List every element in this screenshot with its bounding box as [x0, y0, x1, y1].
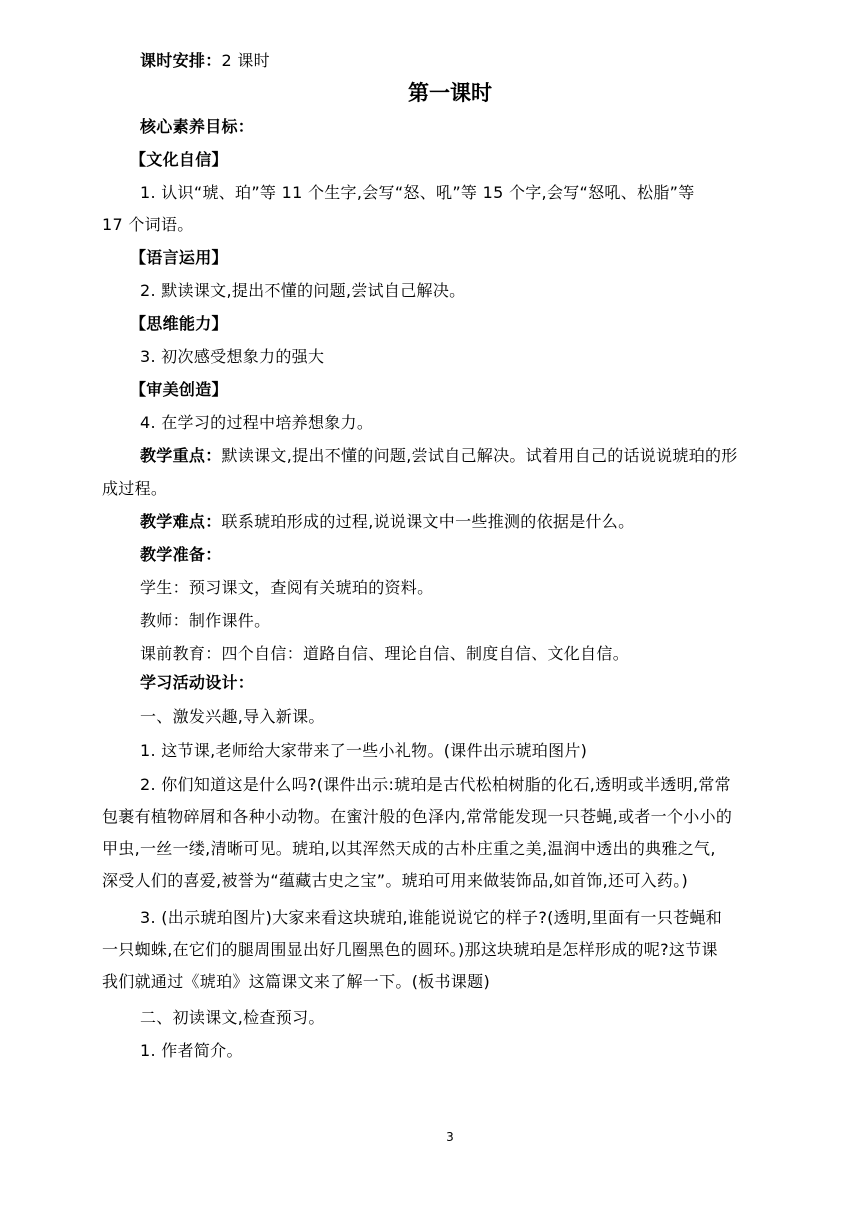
section1-p3-line: 我们就通过《琥珀》这篇课文来了解一下。(板书课题): [102, 972, 490, 991]
language-line-1: 2. 默读课文,提出不懂的问题,尝试自己解决。: [140, 281, 466, 300]
culture-line-1: 1. 认识“琥、珀”等 11 个生字,会写“怒、吼”等 15 个字,会写“怒吼、松脂”等: [140, 183, 695, 202]
thinking-line-1: 3. 初次感受想象力的强大: [140, 347, 325, 366]
difficulty-line: [140, 511, 634, 533]
preparation-student: 学生：预习课文，查阅有关琥珀的资料。: [140, 578, 434, 597]
preparation-teacher: 教师：制作课件。: [140, 611, 271, 630]
page-title: 第一课时: [408, 81, 492, 105]
culture-heading: 【文化自信】: [130, 150, 228, 169]
schedule-line: [140, 50, 270, 72]
aesthetic-heading: 【审美创造】: [130, 380, 228, 399]
difficulty-text: 联系琥珀形成的过程,说说课文中一些推测的依据是什么。: [221, 512, 635, 531]
key-point-line-1: [140, 445, 738, 467]
section2-title: 二、初读课文,检查预习。: [140, 1008, 325, 1027]
key-point-label: 教学重点：: [140, 446, 222, 465]
section1-p1: 1. 这节课,老师给大家带来了一些小礼物。(课件出示琥珀图片): [140, 741, 588, 760]
preparation-education: 课前教育：四个自信：道路自信、理论自信、制度自信、文化自信。: [140, 644, 630, 663]
section1-title: 一、激发兴趣,导入新课。: [140, 707, 325, 726]
schedule-value: 2 课时: [221, 51, 270, 70]
aesthetic-line-1: 4. 在学习的过程中培养想象力。: [140, 413, 374, 432]
section1-p2-line: 甲虫,一丝一缕,清晰可见。琥珀,以其浑然天成的古朴庄重之美,温润中透出的典雅之气,: [102, 839, 716, 858]
culture-line-2: 17 个词语。: [102, 215, 194, 234]
key-point-text: 默读课文,提出不懂的问题,尝试自己解决。试着用自己的话说说琥珀的形: [221, 446, 738, 465]
section1-p3-line: 3. (出示琥珀图片)大家来看这块琥珀,谁能说说它的样子?(透明,里面有一只苍蝇和: [140, 908, 723, 927]
language-heading: 【语言运用】: [130, 248, 228, 267]
thinking-heading: 【思维能力】: [130, 314, 228, 333]
activity-heading: 学习活动设计：: [140, 673, 255, 692]
section1-p2-line: 包裹有植物碎屑和各种小动物。在蜜汁般的色泽内,常常能发现一只苍蝇,或者一个小小的: [102, 807, 733, 826]
difficulty-label: 教学难点：: [140, 512, 222, 531]
section2-p1: 1. 作者简介。: [140, 1041, 243, 1060]
page-number: 3: [446, 1130, 454, 1144]
preparation-heading: 教学准备：: [140, 545, 222, 564]
schedule-label: 课时安排：: [140, 51, 222, 70]
core-goals-heading: 核心素养目标：: [140, 117, 255, 136]
section1-p3-line: 一只蜘蛛,在它们的腿周围显出好几圈黑色的圆环。)那这块琥珀是怎样形成的呢?这节课: [102, 940, 718, 959]
section1-p2-line: 深受人们的喜爱,被誉为“蕴藏古史之宝”。琥珀可用来做装饰品,如首饰,还可入药。): [102, 871, 689, 890]
key-point-line-2: 成过程。: [102, 479, 168, 498]
section1-p2-line: 2. 你们知道这是什么吗?(课件出示:琥珀是古代松柏树脂的化石,透明或半透明,常常: [140, 775, 731, 794]
